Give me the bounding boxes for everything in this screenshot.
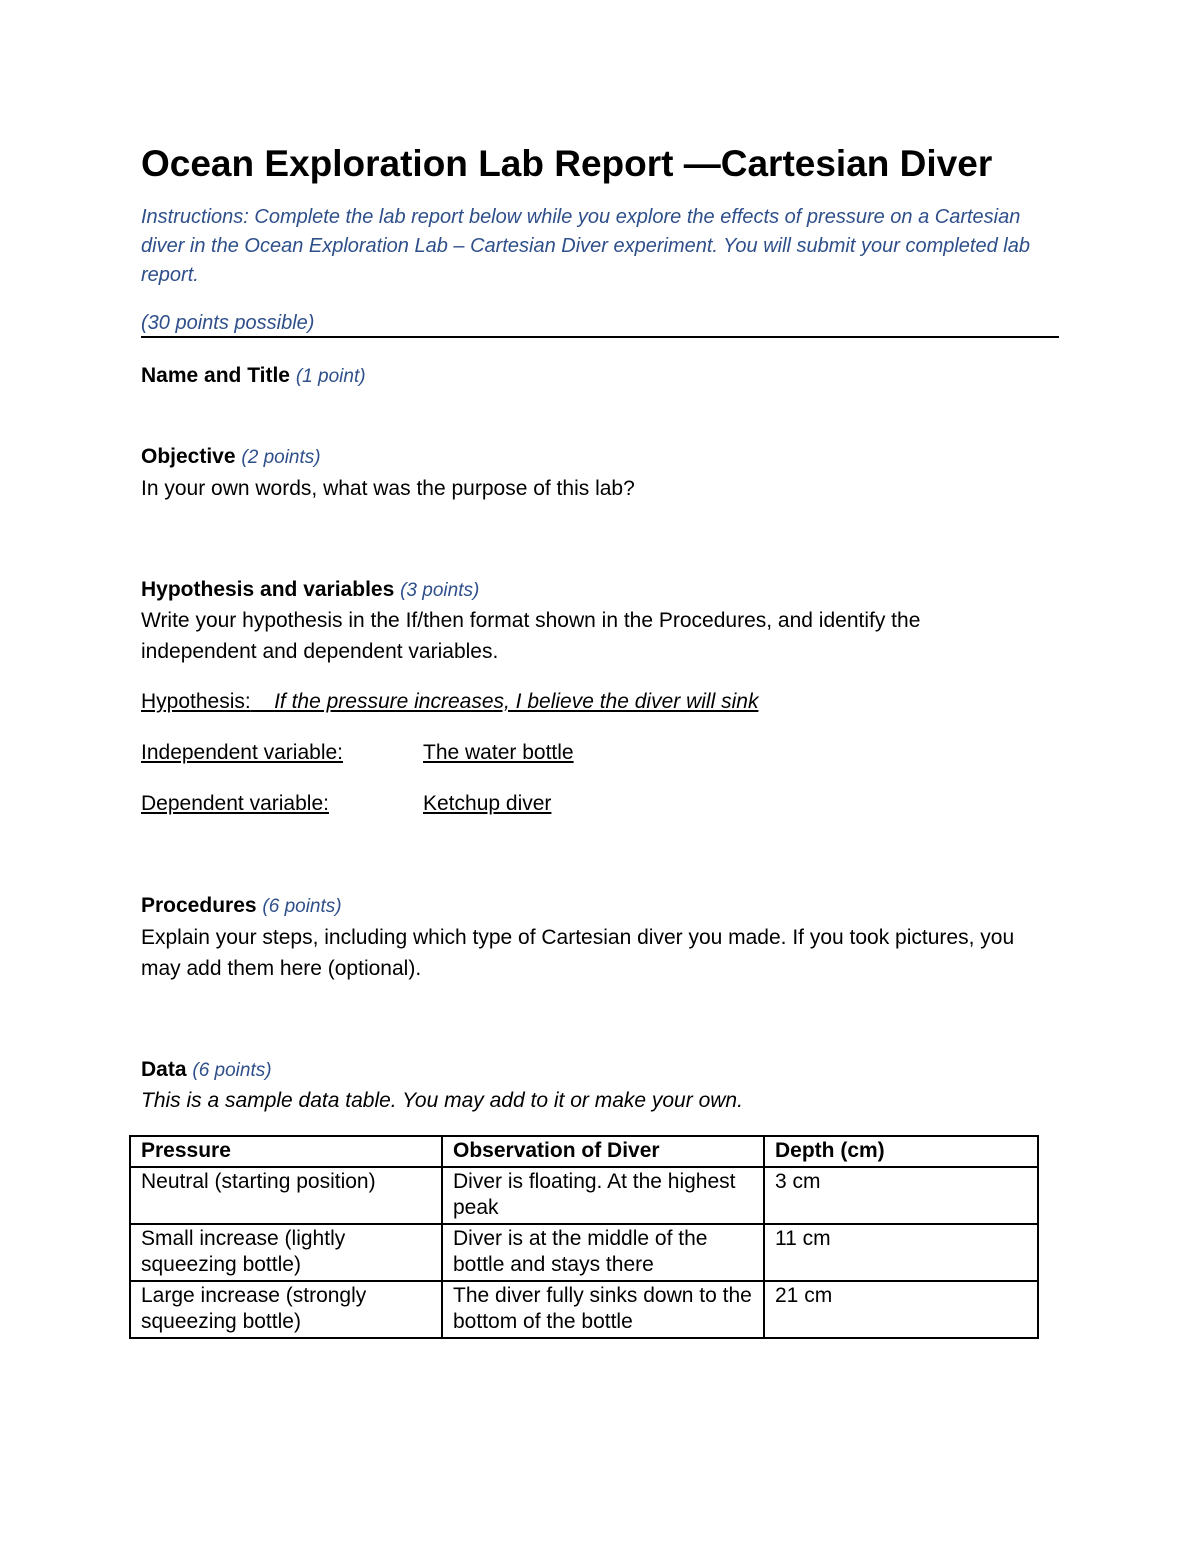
section-points: (2 points) — [241, 447, 321, 468]
table-header-cell: Depth (cm) — [764, 1136, 1038, 1167]
table-cell: 21 cm — [764, 1281, 1038, 1338]
table-header-row — [130, 1136, 1038, 1167]
objective-prompt: In your own words, what was the purpose of this lab? — [141, 477, 635, 500]
dependent-variable-answer — [141, 790, 551, 818]
section-heading-objective — [141, 443, 321, 472]
table-row — [130, 1281, 1038, 1338]
table-cell: Diver is at the middle of the bottle and stays there — [442, 1224, 764, 1281]
section-label: Name and Title — [141, 364, 290, 387]
independent-variable-label: Independent variable: — [141, 741, 343, 764]
table-row — [130, 1167, 1038, 1224]
table-cell: Diver is floating. At the highest peak — [442, 1167, 764, 1224]
independent-variable-value: The water bottle — [423, 741, 574, 764]
independent-variable-answer — [141, 739, 574, 767]
table-cell: Large increase (strongly squeezing bottle) — [130, 1281, 442, 1338]
procedures-prompt: Explain your steps, including which type of Cartesian diver you made. If you took pictures, you may add them here (optional). — [141, 926, 1015, 980]
section-label: Objective — [141, 445, 236, 468]
table-cell: Small increase (lightly squeezing bottle) — [130, 1224, 442, 1281]
instructions-text: Instructions: Complete the lab report below while you explore the effects of pressure on a Cartesian diver in the Ocean Exploration Lab – Cartesian Diver experiment. You will submit your completed lab report. — [141, 206, 1030, 286]
hypothesis-value: If the pressure increases, I believe the diver will sink — [274, 690, 759, 713]
horizontal-divider — [141, 336, 1059, 338]
table-row — [130, 1224, 1038, 1281]
section-heading-name-title — [141, 362, 366, 391]
section-points: (6 points) — [192, 1060, 272, 1081]
table-header-cell: Observation of Diver — [442, 1136, 764, 1167]
hypothesis-answer — [141, 688, 758, 716]
section-heading-hypothesis — [141, 576, 479, 605]
section-label: Hypothesis and variables — [141, 578, 395, 601]
table-cell: 11 cm — [764, 1224, 1038, 1281]
section-points: (3 points) — [400, 580, 480, 601]
table-header-cell: Pressure — [130, 1136, 442, 1167]
section-label: Data — [141, 1058, 187, 1081]
dependent-variable-label: Dependent variable: — [141, 792, 329, 815]
data-table — [129, 1135, 1039, 1339]
hypothesis-label: Hypothesis: — [141, 690, 251, 713]
data-prompt: This is a sample data table. You may add to it or make your own. — [141, 1089, 743, 1112]
table-cell: The diver fully sinks down to the bottom of the bottle — [442, 1281, 764, 1338]
table-cell: Neutral (starting position) — [130, 1167, 442, 1224]
dependent-variable-value: Ketchup diver — [423, 792, 552, 815]
section-heading-data — [141, 1056, 272, 1085]
section-heading-procedures — [141, 892, 342, 921]
table-cell: 3 cm — [764, 1167, 1038, 1224]
points-possible: (30 points possible) — [141, 312, 315, 334]
document-title: Ocean Exploration Lab Report —Cartesian Diver — [141, 143, 993, 184]
section-label: Procedures — [141, 894, 257, 917]
section-points: (6 points) — [262, 896, 342, 917]
section-points: (1 point) — [295, 366, 366, 387]
hypothesis-prompt: Write your hypothesis in the If/then format shown in the Procedures, and identify the independent and dependent variables. — [141, 609, 921, 663]
